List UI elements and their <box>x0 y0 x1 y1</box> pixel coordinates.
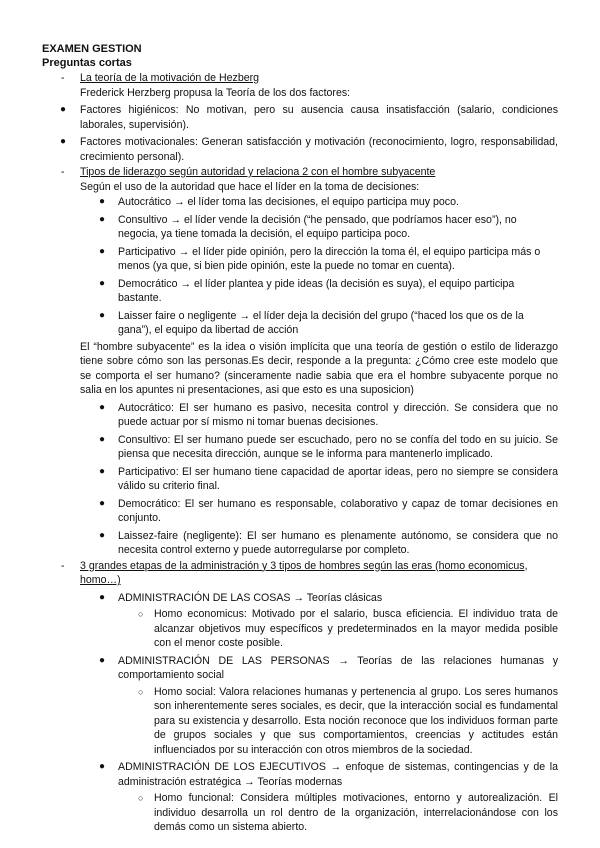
list-item-text: Consultivo → el líder vende la decisión (“he pensado, que podríamos hacer eso”), no negocia, ya tiene tomada la decisión, el equipo participa poco. <box>118 213 517 240</box>
section-heading-row <box>42 165 558 180</box>
bullet-icon: ● <box>99 761 106 772</box>
dash-marker: - <box>61 559 65 572</box>
section-herzberg <box>42 71 558 164</box>
dash-marker: - <box>61 72 65 84</box>
list-item-text: Autocrático: El ser humano es pasivo, necesita control y dirección. Se considera que no puede actuar por sí mismo ni tomar buenas decisiones. <box>118 401 558 428</box>
circle-bullet-icon: ○ <box>138 793 144 803</box>
sub-list-item-text: Homo funcional: Considera múltiples motivaciones, entorno y autorealización. El individuo desarrolla un rol dentro de la organización, interrelacionándose con los demás como un sistema abierto. <box>154 792 558 833</box>
list-item <box>42 760 558 789</box>
list-item <box>42 135 558 164</box>
section-intro: Según el uso de la autoridad que hace el líder en la toma de decisiones: <box>80 180 420 193</box>
list-item <box>42 497 558 526</box>
list-item <box>42 591 558 606</box>
section-heading: Tipos de liderazgo según autoridad y relaciona 2 con el hombre subyacente <box>80 166 436 178</box>
circle-bullet-icon: ○ <box>138 609 144 619</box>
section-liderazgo <box>42 165 558 558</box>
list-item-text: Democrático: El ser humano es responsable, colaborativo y capaz de tomar decisiones en conjunto. <box>118 497 558 524</box>
list-item <box>42 401 558 430</box>
sub-list-item-text: Homo economicus: Motivado por el salario, busca eficiencia. El individuo trata de alcanzar objetivos muy específicos y predeterminados en la mayor medida posible con el menor coste posible. <box>154 608 558 649</box>
list-item-text: Factores motivacionales: Generan satisfacción y motivación (reconocimiento, logro, responsabilidad, crecimiento personal). <box>80 136 558 163</box>
section-heading: La teoría de la motivación de Hezberg <box>80 72 260 84</box>
list-item <box>42 195 558 210</box>
list-item-text: Participativo: El ser humano tiene capacidad de aportar ideas, pero no siempre se considera válido su criterio final. <box>118 465 558 492</box>
bullet-icon: ● <box>99 591 106 603</box>
sub-list-item <box>42 607 558 651</box>
list-item <box>42 465 558 494</box>
section-heading-row <box>42 559 558 588</box>
bullet-icon: ● <box>99 213 106 225</box>
section-intro: Frederick Herzberg propusa la Teoría de los dos factores: <box>80 86 351 99</box>
sub-list-item <box>42 685 558 758</box>
list-item-text: ADMINISTRACIÓN DE LAS COSAS → Teorías clásicas <box>118 591 383 604</box>
list-item-text: Laissez-faire (negligente): El ser humano es plenamente autónomo, se considera que no necesita control externo y puede autorregularse por completo. <box>118 529 558 556</box>
list-item <box>42 309 558 338</box>
list-item <box>42 654 558 683</box>
sub-list-item <box>42 791 558 835</box>
document-subtitle: Preguntas cortas <box>42 57 132 69</box>
section-etapas <box>42 559 558 835</box>
list-item-text: Participativo → el líder pide opinión, pero la dirección la toma él, el equipo participa más o menos (ya que, si bien pide opinión, este la puede no tomar en cuenta). <box>118 245 541 272</box>
bullet-icon: ● <box>99 465 106 477</box>
hombre-subyacente-paragraph: El “hombre subyacente” es la idea o visión implícita que una teoría de gestión o estilo de liderazgo tiene sobre cómo son las personas.Es decir, responde a la pregunta: ¿Cómo cree este modelo que se comporta el ser humano? (sinceramente nadie sabia que era el hombre subyacente porque no salia en los apuntes ni presentaciones, asi que esto es una suposicion) <box>80 340 558 396</box>
dash-marker: - <box>61 166 65 178</box>
bullet-icon: ● <box>99 654 106 666</box>
list-item <box>42 529 558 558</box>
list-item-text: Democrático → el líder plantea y pide ideas (la decisión es suya), el equipo participa bastante. <box>118 277 515 304</box>
list-item-text: Consultivo: El ser humano puede ser escuchado, pero no se confía del todo en su juicio. Se piensa que necesita dirección, aunque se le informa para mantenerlo implicado. <box>118 433 558 460</box>
bullet-icon: ● <box>99 309 106 321</box>
bullet-icon: ● <box>99 401 106 413</box>
list-item <box>42 245 558 274</box>
list-item-text: ADMINISTRACIÓN DE LOS EJECUTIVOS → enfoque de sistemas, contingencias y de la administración estratégica → Teorías modernas <box>118 761 558 788</box>
document-page <box>42 43 558 835</box>
circle-bullet-icon: ○ <box>138 686 144 697</box>
list-item <box>42 213 558 242</box>
bullet-icon: ● <box>60 104 67 115</box>
list-item-text: Factores higiénicos: No motivan, pero su ausencia causa insatisfacción (salario, condiciones laborales, supervisión). <box>80 104 558 131</box>
sub-list-item-text: Homo social: Valora relaciones humanas y pertenencia al grupo. Los seres humanos son inherentemente seres sociales, es decir, que la interacción social es fundamental para su existencia y desarrollo. Esta noción reconoce que los individuos forman parte de grupos sociales y que sus comportamientos, creencias y actitudes están influenciados por su interacción con otros miembros de la sociedad. <box>154 685 558 756</box>
bullet-icon: ● <box>99 529 106 541</box>
list-item <box>42 433 558 462</box>
section-heading-row <box>42 71 558 86</box>
document-title: EXAMEN GESTION <box>42 43 142 55</box>
list-item <box>42 103 558 132</box>
list-item-text: Autocrático → el líder toma las decisiones, el equipo participa muy poco. <box>118 196 459 208</box>
list-item-text: Laisser faire o negligente → el líder deja la decisión del grupo (“haced los que os de la gana”), el equipo da libertad de acción <box>118 309 524 336</box>
bullet-icon: ● <box>99 497 106 509</box>
bullet-icon: ● <box>99 245 106 257</box>
list-item-text: ADMINISTRACIÓN DE LAS PERSONAS → Teorías de las relaciones humanas y comportamiento social <box>118 654 558 681</box>
bullet-icon: ● <box>99 433 106 445</box>
bullet-icon: ● <box>99 196 106 207</box>
bullet-icon: ● <box>99 277 106 289</box>
list-item <box>42 277 558 306</box>
section-heading: 3 grandes etapas de la administración y 3 tipos de hombres según las eras (homo economicus, homo…) <box>80 559 528 586</box>
bullet-icon: ● <box>60 136 67 147</box>
